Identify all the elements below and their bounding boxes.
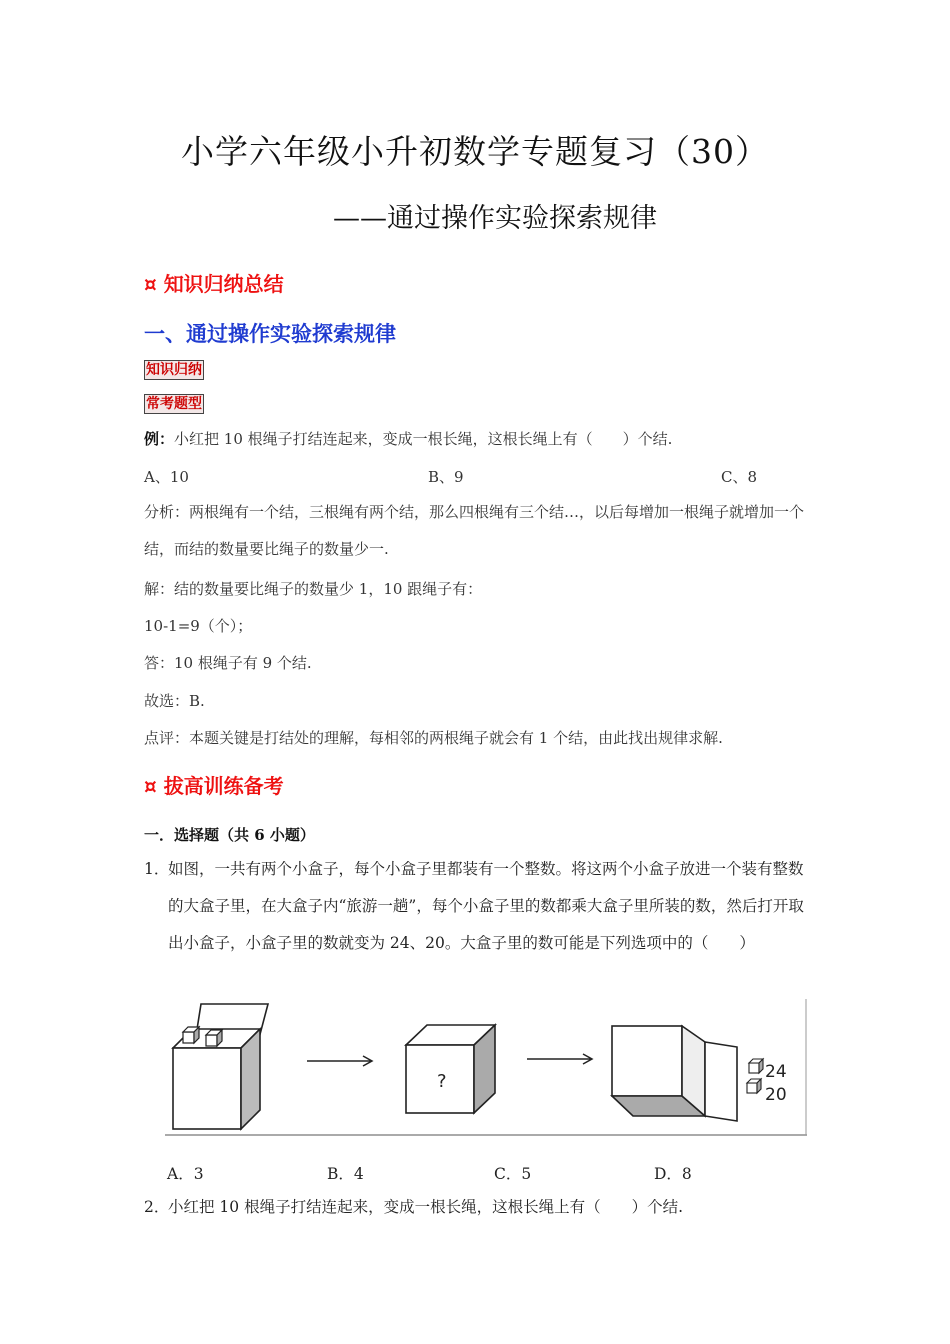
small-box-icon [747, 1059, 763, 1093]
question-1-option-a: A．3 [167, 1165, 204, 1183]
example-question [144, 428, 672, 449]
arrow-right-icon [307, 1056, 372, 1066]
box-front [173, 1048, 241, 1129]
tag-knowledge: 知识归纳 [146, 362, 202, 378]
question-1-option-b: B．4 [327, 1165, 364, 1183]
example-analysis: 分析：两根绳有一个结，三根绳有两个结，那么四根绳有三个结…，以后每增加一根绳子就增加一个结，而结的数量要比绳子的数量少一. [144, 503, 805, 558]
question-1-figure [165, 999, 807, 1136]
result-value-bottom: 20 [765, 1085, 787, 1105]
tag-common-question: 常考题型 [146, 396, 202, 412]
figure-question-mark: ? [437, 1071, 447, 1092]
closed-box [406, 1025, 495, 1113]
question-1-option-c: C．5 [494, 1165, 532, 1183]
example-option-b: B、9 [428, 468, 464, 486]
big-box-open [173, 1004, 268, 1129]
example-text: 小红把 10 根绳子打结连起来，变成一根长绳，这根长绳上有（ ）个结. [174, 430, 673, 448]
page-title: 小学六年级小升初数学专题复习（30） [181, 132, 769, 171]
question-number: 1． [144, 860, 170, 878]
question-text: 小红把 10 根绳子打结连起来，变成一根长绳，这根长绳上有（ ）个结. [168, 1198, 684, 1216]
comment-line: 点评：本题关键是打结处的理解，每相邻的两根绳子就会有 1 个结，由此找出规律求解. [144, 729, 723, 747]
topic-heading: 一、通过操作实验探索规律 [144, 322, 396, 346]
example-option-c: C、8 [721, 468, 758, 486]
question-number: 2． [144, 1198, 170, 1216]
question-text: 如图，一共有两个小盒子，每个小盒子里都装有一个整数。将这两个小盒子放进一个装有整数的大盒子里，在大盒子内“旅游一趟”，每个小盒子里的数都乘大盒子里所装的数，然后打开取出小盒子，小盒子里的数就变为 24、20。大盒子里的数可能是下列选项中的（ ） [168, 860, 804, 952]
example-prefix: 例： [144, 430, 175, 448]
question-2 [144, 1189, 806, 1226]
solution-line: 解：结的数量要比绳子的数量少 1，10 跟绳子有： [144, 580, 483, 598]
part-heading: 一．选择题（共 6 小题） [144, 826, 315, 844]
question-1-option-d: D．8 [654, 1165, 692, 1183]
example-option-a: A、10 [144, 468, 189, 486]
section-heading-training: ¤ 拔高训练备考 [144, 774, 284, 798]
question-1 [144, 851, 806, 962]
result-value-top: 24 [765, 1062, 787, 1082]
solution-line: 10-1=9（个）； [144, 617, 253, 635]
solution-line: 故选：B. [144, 692, 205, 710]
section-heading-knowledge-summary: ¤ 知识归纳总结 [144, 272, 284, 296]
big-box-emptied [612, 1026, 737, 1121]
page-subtitle: ——通过操作实验探索规律 [333, 203, 657, 234]
solution-line: 答：10 根绳子有 9 个结. [144, 654, 312, 672]
arrow-right-icon [527, 1054, 592, 1064]
